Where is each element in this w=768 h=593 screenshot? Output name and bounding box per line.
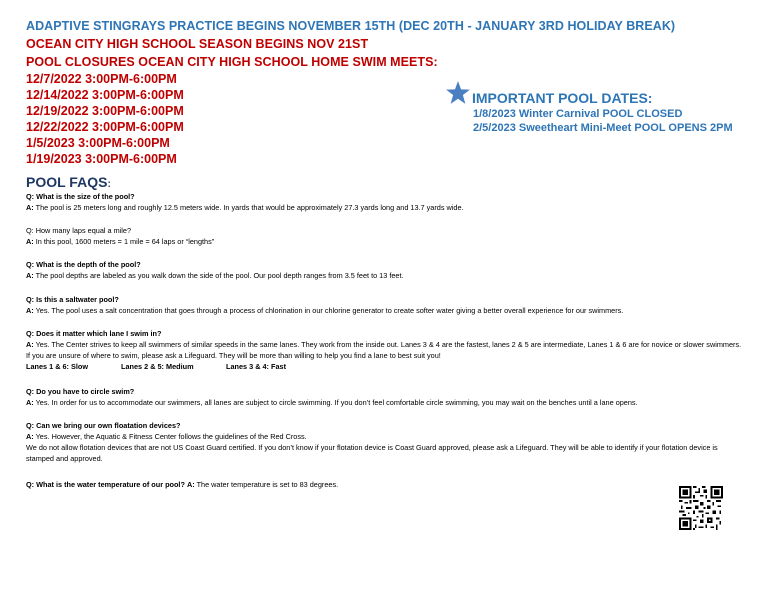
faq-item — [26, 259, 746, 281]
answer-prefix: A: — [26, 398, 34, 407]
important-date: 2/5/2023 Sweetheart Mini-Meet POOL OPENS 2PM — [473, 122, 733, 134]
answer-prefix: A: — [26, 237, 34, 246]
faq-question: Q: What is the depth of the pool? — [26, 260, 141, 269]
important-dates-list — [473, 107, 733, 135]
answer-prefix: A: — [26, 340, 34, 349]
faq-item — [26, 328, 746, 372]
faq-item — [26, 479, 746, 490]
faq-item — [26, 294, 746, 316]
faq-question: Q: Do you have to circle swim? — [26, 387, 135, 396]
closure-date: 12/14/2022 3:00PM-6:00PM — [26, 88, 184, 102]
faq-answer-text: Yes. The pool uses a salt concentration that goes through a process of chlorination in our chlorine generator to create softer water giving a better overall experience for our swimmers. — [35, 306, 624, 315]
faq-item — [26, 420, 746, 464]
faq-question: Q: What is the water temperature of our pool? — [26, 480, 185, 489]
faq-question: Q: How many laps equal a mile? — [26, 226, 132, 235]
faq-answer-text: Yes. The Center strives to keep all swimmers of similar speeds in the same lanes. They work from the inside out. Lanes 3 & 4 are the fastest, lanes 2 & 5 are intermediate, Lanes 1 & 6 are for novice or slower swimmers. If you are unsure of where to swim, please ask a Lifeguard. They will be more than willing to help you find a lane to best suit you! — [26, 340, 742, 360]
answer-prefix: A: — [186, 480, 195, 489]
faq-item — [26, 225, 746, 247]
faq-question: Q: Does it matter which lane I swim in? — [26, 329, 162, 338]
important-dates-title: IMPORTANT POOL DATES: — [472, 90, 653, 106]
faq-question: Q: Can we bring our own floatation devices? — [26, 421, 181, 430]
lane-speed-fast: Lanes 3 & 4: Fast — [226, 362, 287, 371]
faq-answer-text: The water temperature is set to 83 degrees. — [196, 480, 339, 489]
star-icon — [445, 80, 471, 106]
closure-dates-list — [26, 71, 184, 167]
faq-answer-text: Yes. In order for us to accommodate our swimmers, all lanes are subject to circle swimming. If you don’t feel comfortable circle swimming, you may wait on the benches until a lane opens. — [35, 398, 638, 407]
lane-speed-medium: Lanes 2 & 5: Medium — [121, 362, 194, 371]
header-line-practice: ADAPTIVE STINGRAYS PRACTICE BEGINS NOVEMBER 15TH (DEC 20TH - JANUARY 3RD HOLIDAY BREAK) — [26, 19, 676, 33]
faq-answer — [26, 431, 746, 442]
qr-code[interactable] — [677, 486, 725, 530]
answer-prefix: A: — [26, 271, 34, 280]
faq-item — [26, 191, 746, 213]
answer-prefix: A: — [26, 203, 34, 212]
faq-question: Q: Is this a saltwater pool? — [26, 295, 119, 304]
faq-answer — [26, 339, 746, 361]
closure-date: 12/7/2022 3:00PM-6:00PM — [26, 72, 177, 86]
lane-speed-slow: Lanes 1 & 6: Slow — [26, 362, 89, 371]
faq-answer — [26, 397, 746, 408]
closure-date: 12/19/2022 3:00PM-6:00PM — [26, 104, 184, 118]
faq-question: Q: What is the size of the pool? — [26, 192, 135, 201]
answer-prefix: A: — [26, 432, 34, 441]
faq-answer-text: Yes. However, the Aquatic & Fitness Center follows the guidelines of the Red Cross. — [35, 432, 307, 441]
answer-prefix: A: — [26, 306, 34, 315]
faq-answer-text: The pool depths are labeled as you walk down the side of the pool. Our pool depth ranges from 3.5 feet to 13 feet. — [35, 271, 404, 280]
closure-date: 1/5/2023 3:00PM-6:00PM — [26, 136, 170, 150]
closure-date: 1/19/2023 3:00PM-6:00PM — [26, 152, 177, 166]
faq-answer-text: In this pool, 1600 meters = 1 mile = 64 laps or “lengths” — [35, 237, 215, 246]
faq-answer-text: The pool is 25 meters long and roughly 12.5 meters wide. In yards that would be approximately 27.3 yards long and 13.7 yards wide. — [35, 203, 464, 212]
faq-answer-extra: We do not allow flotation devices that are not US Coast Guard certified. If you don’t know if your flotation device is Coast Guard approved, please ask a Lifeguard. They will be able to identify if your flotation device is stamped and approved. — [26, 443, 718, 463]
header-line-season: OCEAN CITY HIGH SCHOOL SEASON BEGINS NOV 21ST — [26, 37, 369, 51]
faq-answer — [26, 270, 746, 281]
faq-answer — [26, 236, 746, 247]
lane-speed-list — [26, 361, 746, 372]
faq-title-text: POOL FAQS — [26, 174, 108, 190]
faq-title — [26, 174, 111, 190]
important-date: 1/8/2023 Winter Carnival POOL CLOSED — [473, 108, 683, 120]
faq-title-colon: : — [107, 179, 111, 190]
faq-answer — [26, 202, 746, 213]
faq-answer — [26, 305, 746, 316]
closure-date: 12/22/2022 3:00PM-6:00PM — [26, 120, 184, 134]
header-line-closures: POOL CLOSURES OCEAN CITY HIGH SCHOOL HOME SWIM MEETS: — [26, 55, 438, 69]
faq-item — [26, 386, 746, 408]
